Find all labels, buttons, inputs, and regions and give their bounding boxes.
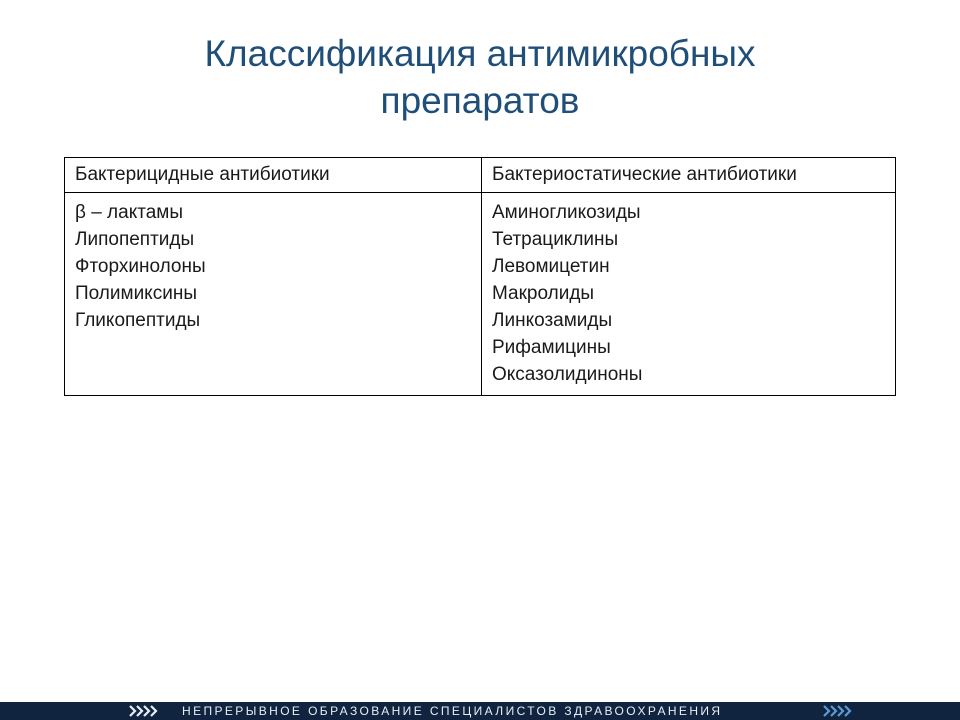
double-chevron-right-icon (822, 702, 856, 720)
slide-title-line-2: препаратов (380, 80, 580, 121)
bactericidal-list (65, 193, 482, 396)
list-item: Аминогликозиды (492, 202, 641, 223)
list-item: Оксазолидиноны (492, 364, 643, 385)
list-item: Левомицетин (492, 256, 610, 277)
header-bactericidal: Бактерицидные антибиотики (65, 158, 482, 193)
table-body-row (65, 193, 896, 396)
list-item: Липопептиды (75, 229, 195, 250)
list-item: β – лактамы (75, 202, 184, 223)
double-chevron-right-icon (128, 702, 168, 720)
footer-text: НЕПРЕРЫВНОЕ ОБРАЗОВАНИЕ СПЕЦИАЛИСТОВ ЗДРАВООХРАНЕНИЯ (182, 704, 723, 718)
table-header-row (65, 158, 896, 193)
header-bacteriostatic: Бактериостатические антибиотики (482, 158, 896, 193)
list-item: Фторхинолоны (75, 256, 206, 277)
list-item: Гликопептиды (75, 310, 201, 331)
antibiotic-classification-table (64, 157, 896, 396)
list-item: Линкозамиды (492, 310, 613, 331)
slide-title-line-1: Классификация антимикробных (204, 33, 756, 74)
bacteriostatic-list (482, 193, 896, 396)
list-item: Тетрациклины (492, 229, 619, 250)
list-item: Рифамицины (492, 337, 611, 358)
footer-bar (0, 702, 960, 720)
list-item: Полимиксины (75, 283, 197, 304)
slide-title (80, 30, 880, 124)
list-item: Макролиды (492, 283, 595, 304)
